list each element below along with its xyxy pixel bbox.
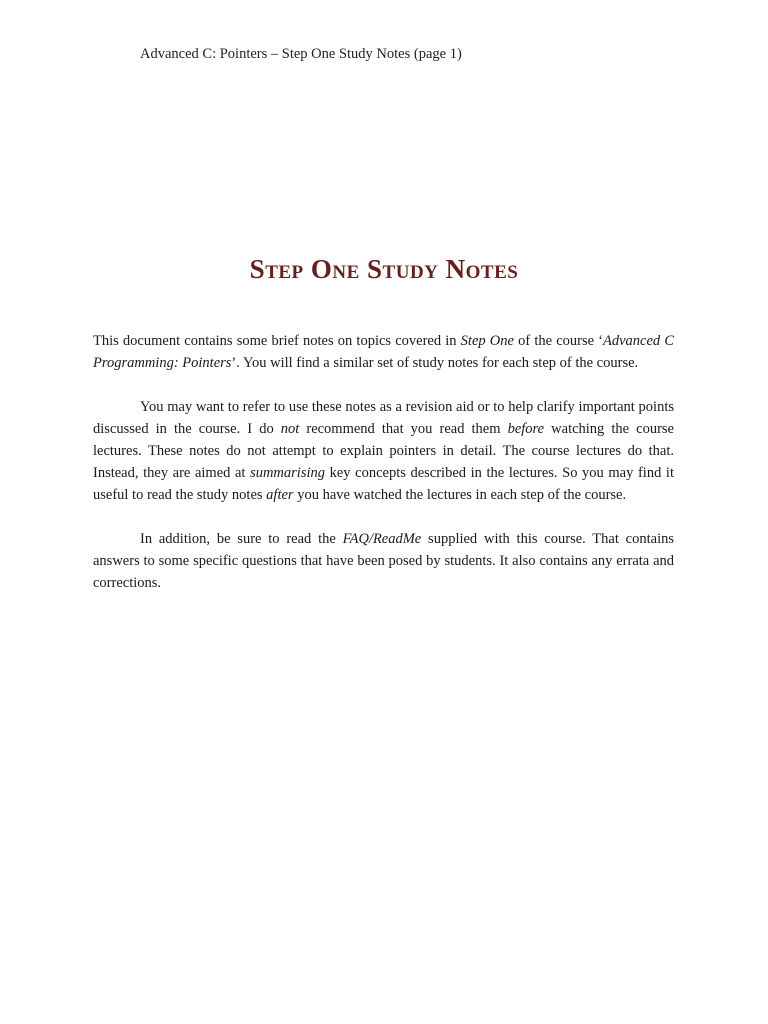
emphasis-text: after: [266, 487, 294, 503]
emphasis-text: Step One: [460, 333, 514, 349]
emphasis-text: not: [280, 421, 300, 437]
body-text: [93, 330, 674, 616]
paragraph-intro: [93, 330, 674, 374]
emphasis-text: summarising: [250, 465, 325, 481]
paragraph-faq: [93, 528, 674, 594]
paragraph-text: of the course ‘: [513, 333, 604, 349]
paragraph-text: You may want to refer to use these notes as a revision aid or to help clarify important points discussed in the course. I do: [93, 399, 674, 437]
paragraph-text: key concepts described in the lectures. So you may find it useful to read the study notes: [93, 465, 674, 503]
paragraph-text: ’. You will find a similar set of study notes for each step of the course.: [231, 355, 639, 371]
paragraph-text: you have watched the lectures in each step of the course.: [293, 487, 627, 503]
emphasis-text: before: [507, 421, 545, 437]
paragraph-text: recommend that you read them: [299, 421, 508, 437]
emphasis-text: Advanced C Programming: Pointers: [93, 333, 675, 371]
paragraph-text: In addition, be sure to read the: [140, 531, 343, 547]
paragraph-text: watching the course lectures. These notes do not attempt to explain pointers in detail. The course lectures do that. Instead, they are aimed at: [93, 421, 674, 481]
paragraph-text: This document contains some brief notes on topics covered in: [93, 333, 461, 349]
page-title: Step One Study Notes: [249, 254, 519, 284]
emphasis-text: FAQ/ReadMe: [342, 531, 422, 547]
running-header: Advanced C: Pointers – Step One Study Notes (page 1): [140, 46, 462, 62]
paragraph-usage: [93, 396, 674, 506]
paragraph-text: supplied with this course. That contains answers to some specific questions that have been posed by students. It also contains any errata and corrections.: [93, 531, 674, 591]
